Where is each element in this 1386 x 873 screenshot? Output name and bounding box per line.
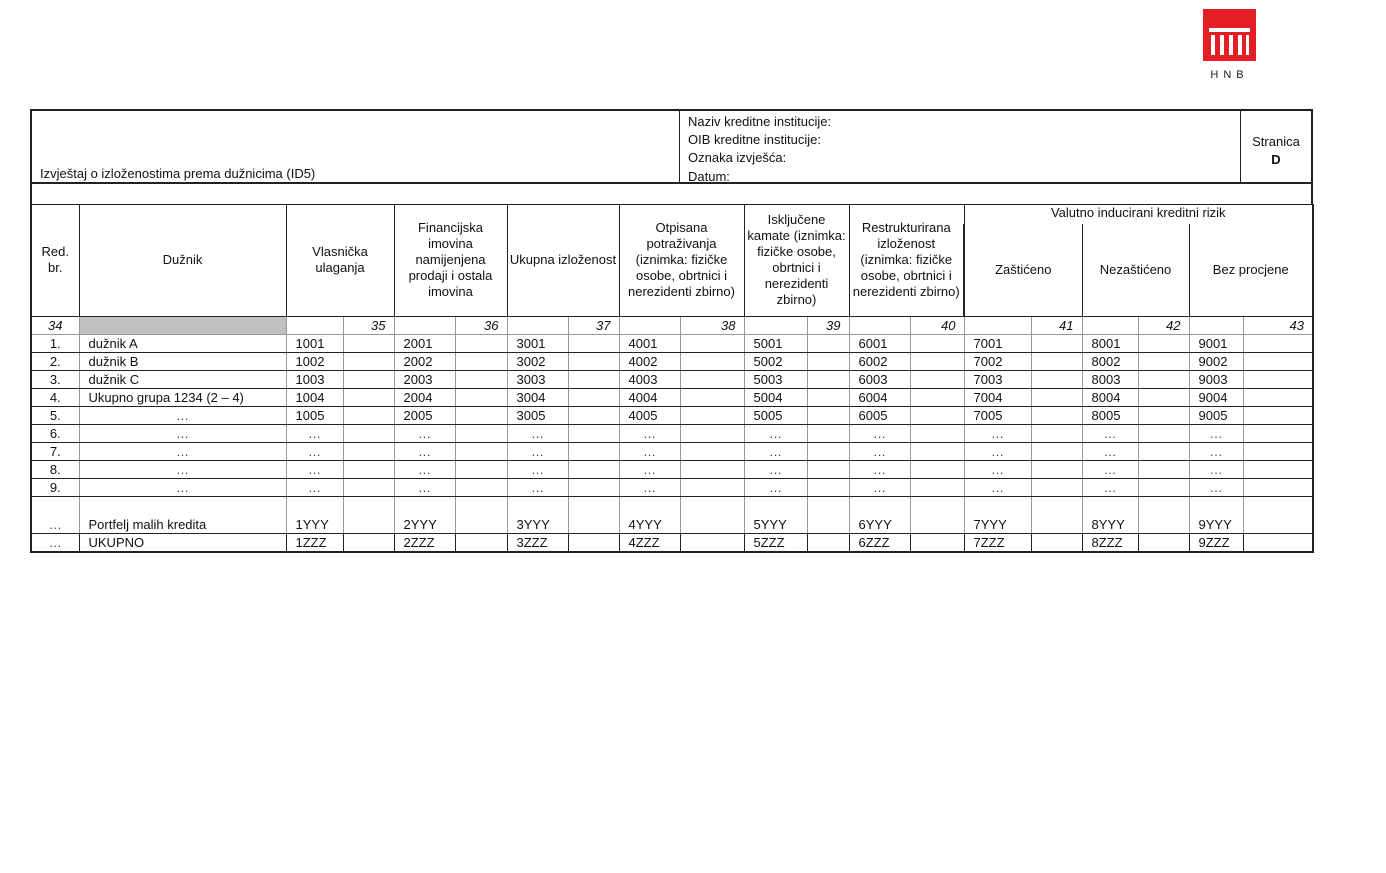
code-cell: 7ZZZ <box>964 533 1031 552</box>
value-cell <box>680 370 744 388</box>
value-cell <box>455 496 507 533</box>
code-cell: 9001 <box>1189 334 1243 352</box>
code-cell: 5003 <box>744 370 807 388</box>
col-header-nezasticeno: Nezaštićeno <box>1082 224 1189 316</box>
code-cell: 1001 <box>286 334 343 352</box>
code-cell: 6004 <box>849 388 910 406</box>
code-cell: 8004 <box>1082 388 1138 406</box>
row-number: 4. <box>31 388 79 406</box>
value-cell <box>807 406 849 424</box>
code-cell: … <box>507 442 568 460</box>
value-cell <box>343 352 394 370</box>
value-cell <box>910 442 964 460</box>
value-cell <box>910 533 964 552</box>
code-cell: 6002 <box>849 352 910 370</box>
meta-date: Datum: <box>688 168 730 184</box>
value-cell <box>568 424 619 442</box>
value-cell <box>1138 424 1189 442</box>
value-cell <box>807 370 849 388</box>
page-indicator <box>1240 111 1311 182</box>
col-number: 42 <box>1138 316 1189 334</box>
value-cell <box>455 406 507 424</box>
row-number: 1. <box>31 334 79 352</box>
debtor-name: Ukupno grupa 1234 (2 – 4) <box>79 388 286 406</box>
code-cell: 6005 <box>849 406 910 424</box>
value-cell <box>455 478 507 496</box>
value-cell <box>910 352 964 370</box>
value-cell <box>568 496 619 533</box>
col-number: 36 <box>455 316 507 334</box>
debtor-name: Portfelj malih kredita <box>79 496 286 533</box>
table-row <box>31 406 1313 424</box>
value-cell <box>455 533 507 552</box>
code-cell: … <box>507 460 568 478</box>
code-cell: 2005 <box>394 406 455 424</box>
code-cell: 6ZZZ <box>849 533 910 552</box>
value-cell <box>807 352 849 370</box>
col-number: 37 <box>568 316 619 334</box>
debtor-name: … <box>79 478 286 496</box>
code-cell: 9003 <box>1189 370 1243 388</box>
code-cell: 2ZZZ <box>394 533 455 552</box>
col-header-vlasnicka: Vlasnička ulaganja <box>286 205 394 317</box>
code-cell: 3ZZZ <box>507 533 568 552</box>
value-cell <box>568 478 619 496</box>
page-label: Stranica <box>1252 134 1300 149</box>
code-cell: … <box>286 478 343 496</box>
value-cell <box>1138 442 1189 460</box>
logo-text: HNB <box>1210 69 1249 81</box>
value-cell <box>1031 352 1082 370</box>
code-cell: 9005 <box>1189 406 1243 424</box>
code-cell: … <box>1189 442 1243 460</box>
value-cell <box>807 478 849 496</box>
value-cell <box>1031 533 1082 552</box>
code-cell: 5005 <box>744 406 807 424</box>
value-cell <box>1138 334 1189 352</box>
table-row <box>31 496 1313 533</box>
code-cell: 4ZZZ <box>619 533 680 552</box>
spacer-row <box>30 183 1313 205</box>
report-title: Izvještaj o izloženostima prema dužnicima (ID5) <box>40 166 316 181</box>
code-cell: 1002 <box>286 352 343 370</box>
code-cell: … <box>507 424 568 442</box>
value-cell <box>1031 388 1082 406</box>
value-cell <box>1243 334 1313 352</box>
value-cell <box>455 388 507 406</box>
code-cell: … <box>1189 424 1243 442</box>
code-cell: 8003 <box>1082 370 1138 388</box>
debtor-name: dužnik B <box>79 352 286 370</box>
value-cell <box>455 370 507 388</box>
debtor-name: dužnik A <box>79 334 286 352</box>
code-cell: 4005 <box>619 406 680 424</box>
value-cell <box>680 496 744 533</box>
value-cell <box>680 460 744 478</box>
value-cell <box>1243 388 1313 406</box>
table-row <box>31 533 1313 552</box>
code-cell: 2YYY <box>394 496 455 533</box>
code-cell: 8001 <box>1082 334 1138 352</box>
exposure-table <box>30 204 1314 553</box>
code-cell: … <box>964 424 1031 442</box>
col-header-ukupna: Ukupna izloženost <box>507 205 619 317</box>
value-cell <box>807 424 849 442</box>
code-cell: … <box>394 460 455 478</box>
value-cell <box>1138 460 1189 478</box>
value-cell <box>568 334 619 352</box>
row-number: … <box>31 533 79 552</box>
code-cell: … <box>286 424 343 442</box>
code-cell: 4001 <box>619 334 680 352</box>
value-cell <box>1138 478 1189 496</box>
value-cell <box>807 334 849 352</box>
value-cell <box>910 424 964 442</box>
code-cell: 6YYY <box>849 496 910 533</box>
value-cell <box>1243 460 1313 478</box>
row-number: 6. <box>31 424 79 442</box>
value-cell <box>343 424 394 442</box>
code-cell: … <box>619 478 680 496</box>
col-number: 41 <box>1031 316 1082 334</box>
meta-institution-oib: OIB kreditne institucije: <box>688 132 821 148</box>
value-cell <box>680 388 744 406</box>
table-row <box>31 478 1313 496</box>
code-cell: 7YYY <box>964 496 1031 533</box>
code-cell: 1004 <box>286 388 343 406</box>
code-cell: 1YYY <box>286 496 343 533</box>
code-cell: 2002 <box>394 352 455 370</box>
code-cell: … <box>619 460 680 478</box>
code-cell: 3004 <box>507 388 568 406</box>
row-number: 2. <box>31 352 79 370</box>
code-cell: … <box>1082 460 1138 478</box>
value-cell <box>568 370 619 388</box>
table-row <box>31 460 1313 478</box>
code-cell: 3001 <box>507 334 568 352</box>
col-number: 39 <box>807 316 849 334</box>
value-cell <box>568 406 619 424</box>
table-row <box>31 370 1313 388</box>
code-cell: … <box>619 442 680 460</box>
value-cell <box>343 478 394 496</box>
table-row <box>31 352 1313 370</box>
value-cell <box>1138 496 1189 533</box>
value-cell <box>343 406 394 424</box>
value-cell <box>1243 478 1313 496</box>
value-cell <box>1138 352 1189 370</box>
code-cell: 5004 <box>744 388 807 406</box>
value-cell <box>455 442 507 460</box>
gray-cell <box>79 316 286 334</box>
code-cell: 7002 <box>964 352 1031 370</box>
code-cell: 4002 <box>619 352 680 370</box>
value-cell <box>680 334 744 352</box>
col-number: 40 <box>910 316 964 334</box>
value-cell <box>910 334 964 352</box>
code-cell: 5002 <box>744 352 807 370</box>
code-cell: 3003 <box>507 370 568 388</box>
row-number: 9. <box>31 478 79 496</box>
col-number: 34 <box>31 316 79 334</box>
row-number: 7. <box>31 442 79 460</box>
code-cell: … <box>507 478 568 496</box>
value-cell <box>1031 496 1082 533</box>
code-cell: 1005 <box>286 406 343 424</box>
code-cell: 3005 <box>507 406 568 424</box>
code-cell: … <box>964 478 1031 496</box>
code-cell: 8005 <box>1082 406 1138 424</box>
value-cell <box>343 496 394 533</box>
value-cell <box>910 460 964 478</box>
value-cell <box>910 406 964 424</box>
value-cell <box>1243 406 1313 424</box>
code-cell: … <box>744 442 807 460</box>
value-cell <box>343 533 394 552</box>
debtor-name: … <box>79 442 286 460</box>
value-cell <box>1031 370 1082 388</box>
code-cell: 4YYY <box>619 496 680 533</box>
code-cell: 5ZZZ <box>744 533 807 552</box>
value-cell <box>910 496 964 533</box>
value-cell <box>1031 478 1082 496</box>
code-cell: … <box>619 424 680 442</box>
code-cell: … <box>286 460 343 478</box>
code-cell: … <box>849 442 910 460</box>
value-cell <box>1031 406 1082 424</box>
code-cell: … <box>744 478 807 496</box>
row-number: … <box>31 496 79 533</box>
value-cell <box>680 442 744 460</box>
institution-meta <box>679 111 1244 182</box>
value-cell <box>680 406 744 424</box>
code-cell: … <box>964 442 1031 460</box>
code-cell: 3002 <box>507 352 568 370</box>
value-cell <box>680 424 744 442</box>
col-header-restrukturirana: Restrukturirana izloženost (iznimka: fizičke osobe, obrtnici i nerezidenti zbirno) <box>849 205 964 317</box>
code-cell: 9002 <box>1189 352 1243 370</box>
value-cell <box>680 352 744 370</box>
debtor-name: … <box>79 424 286 442</box>
value-cell <box>568 533 619 552</box>
value-cell <box>1031 334 1082 352</box>
table-row <box>31 442 1313 460</box>
code-cell: … <box>286 442 343 460</box>
table-row <box>31 424 1313 442</box>
value-cell <box>568 352 619 370</box>
value-cell <box>910 388 964 406</box>
page-value: D <box>1271 152 1281 167</box>
value-cell <box>568 460 619 478</box>
code-cell: 1003 <box>286 370 343 388</box>
code-cell: 4003 <box>619 370 680 388</box>
col-header-otpisana: Otpisana potraživanja (iznimka: fizičke osobe, obrtnici i nerezidenti zbirno) <box>619 205 744 317</box>
value-cell <box>1031 424 1082 442</box>
code-cell: … <box>1082 442 1138 460</box>
col-header-valutno-group: Valutno inducirani kreditni rizik <box>964 205 1313 225</box>
code-cell: … <box>394 442 455 460</box>
code-cell: … <box>744 460 807 478</box>
code-cell: 6001 <box>849 334 910 352</box>
debtor-name: … <box>79 460 286 478</box>
value-cell <box>343 370 394 388</box>
hnb-logo-icon <box>1203 9 1256 61</box>
col-number: 43 <box>1243 316 1313 334</box>
value-cell <box>568 442 619 460</box>
value-cell <box>455 424 507 442</box>
code-cell: 6003 <box>849 370 910 388</box>
value-cell <box>1138 388 1189 406</box>
code-cell: 2003 <box>394 370 455 388</box>
code-cell: 2001 <box>394 334 455 352</box>
value-cell <box>1243 533 1313 552</box>
code-cell: … <box>394 424 455 442</box>
col-header-bez-procjene: Bez procjene <box>1189 224 1313 316</box>
value-cell <box>343 442 394 460</box>
table-row <box>31 388 1313 406</box>
code-cell: 9ZZZ <box>1189 533 1243 552</box>
code-cell: 8002 <box>1082 352 1138 370</box>
value-cell <box>455 352 507 370</box>
value-cell <box>680 478 744 496</box>
value-cell <box>807 533 849 552</box>
row-number: 3. <box>31 370 79 388</box>
row-number: 8. <box>31 460 79 478</box>
value-cell <box>680 533 744 552</box>
value-cell <box>1031 460 1082 478</box>
value-cell <box>1243 370 1313 388</box>
code-cell: … <box>964 460 1031 478</box>
code-cell: … <box>1082 424 1138 442</box>
col-header-duznik: Dužnik <box>79 205 286 317</box>
code-cell: 7004 <box>964 388 1031 406</box>
value-cell <box>1031 442 1082 460</box>
meta-institution-name: Naziv kreditne institucije: <box>688 114 832 129</box>
value-cell <box>1138 370 1189 388</box>
value-cell <box>1243 496 1313 533</box>
code-cell: 8ZZZ <box>1082 533 1138 552</box>
value-cell <box>807 460 849 478</box>
value-cell <box>343 460 394 478</box>
code-cell: … <box>849 460 910 478</box>
col-header-zasticeno: Zaštićeno <box>964 224 1082 316</box>
table-row <box>31 334 1313 352</box>
code-cell: 7001 <box>964 334 1031 352</box>
code-cell: … <box>744 424 807 442</box>
col-header-iskljucene: Isključene kamate (iznimka: fizičke osobe, obrtnici i nerezidenti zbirno) <box>744 205 849 317</box>
code-cell: … <box>849 478 910 496</box>
code-cell: … <box>1189 478 1243 496</box>
col-header-red-br: Red. br. <box>31 205 79 317</box>
value-cell <box>807 388 849 406</box>
value-cell <box>1243 424 1313 442</box>
value-cell <box>1243 352 1313 370</box>
code-cell: 5YYY <box>744 496 807 533</box>
table-body <box>31 334 1313 552</box>
value-cell <box>343 334 394 352</box>
value-cell <box>343 388 394 406</box>
code-cell: … <box>394 478 455 496</box>
code-cell: 5001 <box>744 334 807 352</box>
row-number: 5. <box>31 406 79 424</box>
col-number: 35 <box>343 316 394 334</box>
code-cell: 2004 <box>394 388 455 406</box>
code-cell: 1ZZZ <box>286 533 343 552</box>
col-number: 38 <box>680 316 744 334</box>
code-cell: 9YYY <box>1189 496 1243 533</box>
debtor-name: UKUPNO <box>79 533 286 552</box>
code-cell: 7003 <box>964 370 1031 388</box>
value-cell <box>455 334 507 352</box>
value-cell <box>807 442 849 460</box>
meta-report-code: Oznaka izvješća: <box>688 150 787 166</box>
value-cell <box>807 496 849 533</box>
code-cell: 4004 <box>619 388 680 406</box>
value-cell <box>568 388 619 406</box>
value-cell <box>910 478 964 496</box>
code-cell: … <box>1082 478 1138 496</box>
value-cell <box>910 370 964 388</box>
value-cell <box>1138 533 1189 552</box>
value-cell <box>1138 406 1189 424</box>
value-cell <box>455 460 507 478</box>
col-header-financijska: Financijska imovina namijenjena prodaji i ostala imovina <box>394 205 507 317</box>
value-cell <box>1243 442 1313 460</box>
code-cell: 3YYY <box>507 496 568 533</box>
debtor-name: dužnik C <box>79 370 286 388</box>
report-header <box>30 109 1313 184</box>
code-cell: … <box>849 424 910 442</box>
code-cell: … <box>1189 460 1243 478</box>
code-cell: 7005 <box>964 406 1031 424</box>
debtor-name: … <box>79 406 286 424</box>
code-cell: 8YYY <box>1082 496 1138 533</box>
code-cell: 9004 <box>1189 388 1243 406</box>
